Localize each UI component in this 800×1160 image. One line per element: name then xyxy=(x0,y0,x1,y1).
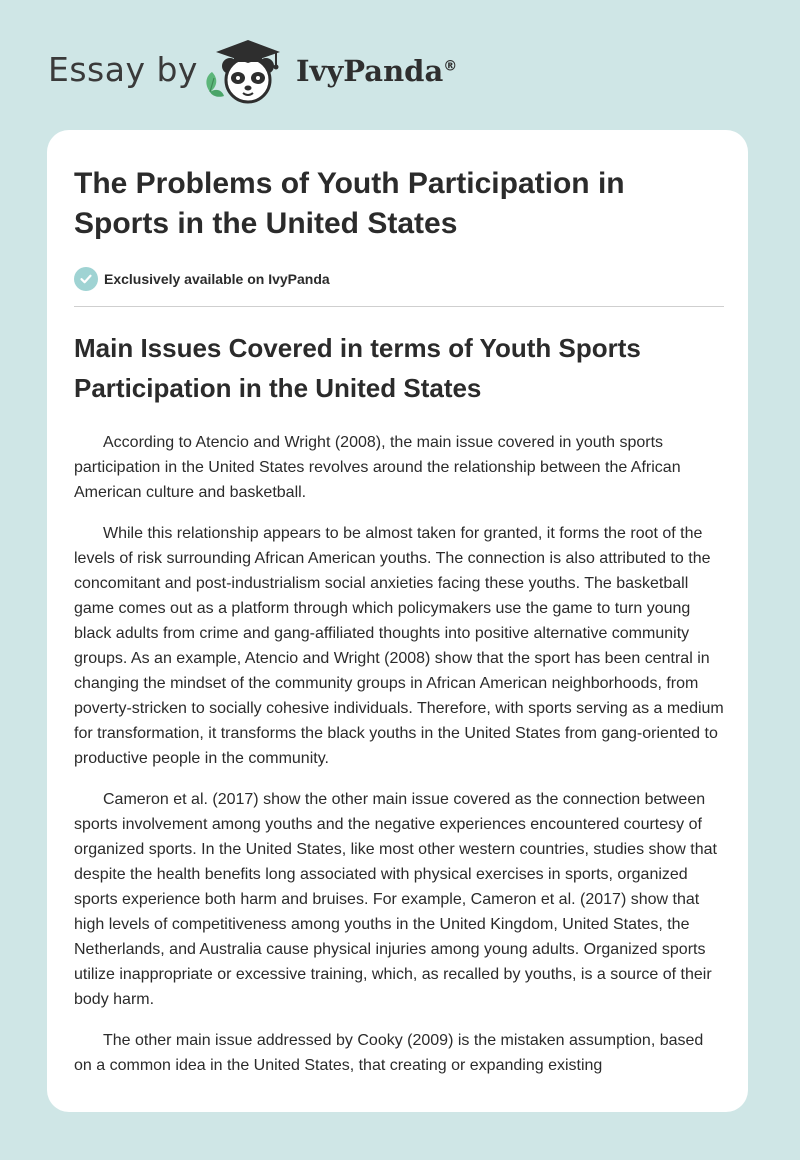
check-circle-icon xyxy=(74,267,98,291)
registered-mark: ® xyxy=(443,58,458,75)
paragraph: Cameron et al. (2017) show the other main issue covered as the connection between sports involvement among youths and the negative experiences encountered courtesy of organized sports. In the United States, like most other western countries, studies show that despite the health benefits long associated with physical exercises in sports, organized sports experience both harm and bruises. For example, Cameron et al. (2017) show that high levels of competitiveness among youths in the United Kingdom, United States, the Netherlands, and Australia cause physical injuries among young adults. Organized sports utilize inappropriate or excessive training, which, as recalled by youths, is a source of their body harm. xyxy=(74,791,717,1008)
essay-card xyxy=(47,130,748,1112)
brand-prefix: Essay by xyxy=(48,50,198,89)
exclusive-label: Exclusively available on IvyPanda xyxy=(104,271,330,287)
site-header xyxy=(48,36,508,108)
brand-name[interactable]: IvyPanda® xyxy=(296,54,458,88)
panda-graduate-logo-icon[interactable] xyxy=(200,36,292,108)
paragraph: While this relationship appears to be almost taken for granted, it forms the root of the levels of risk surrounding African American youths. The connection is also attributed to the concomitant and post-industrialism social anxieties facing these youths. The basketball game comes out as a platform through which policymakers use the game to turn young black adults from crime and gang-affiliated thoughts into positive alternative community groups. As an example, Atencio and Wright (2008) show that the sport has been central in changing the mindset of the community groups in African American neighborhoods, from poverty-stricken to socially cohesive individuals. Therefore, with sports serving as a medium for transformation, it transforms the black youths in the United States from gang-oriented to productive people in the community. xyxy=(74,525,724,767)
paragraph: According to Atencio and Wright (2008), the main issue covered in youth sports participation in the United States revolves around the relationship between the African American culture and basketball. xyxy=(74,434,681,501)
essay-content xyxy=(74,164,724,1078)
exclusive-badge xyxy=(74,265,724,293)
section-heading: Main Issues Covered in terms of Youth Sports Participation in the United States xyxy=(74,333,641,403)
paragraph: The other main issue addressed by Cooky (2009) is the mistaken assumption, based on a common idea in the United States, that creating or expanding existing xyxy=(74,1032,704,1074)
page-title: The Problems of Youth Participation in Sports in the United States xyxy=(74,167,625,240)
divider xyxy=(74,306,724,307)
